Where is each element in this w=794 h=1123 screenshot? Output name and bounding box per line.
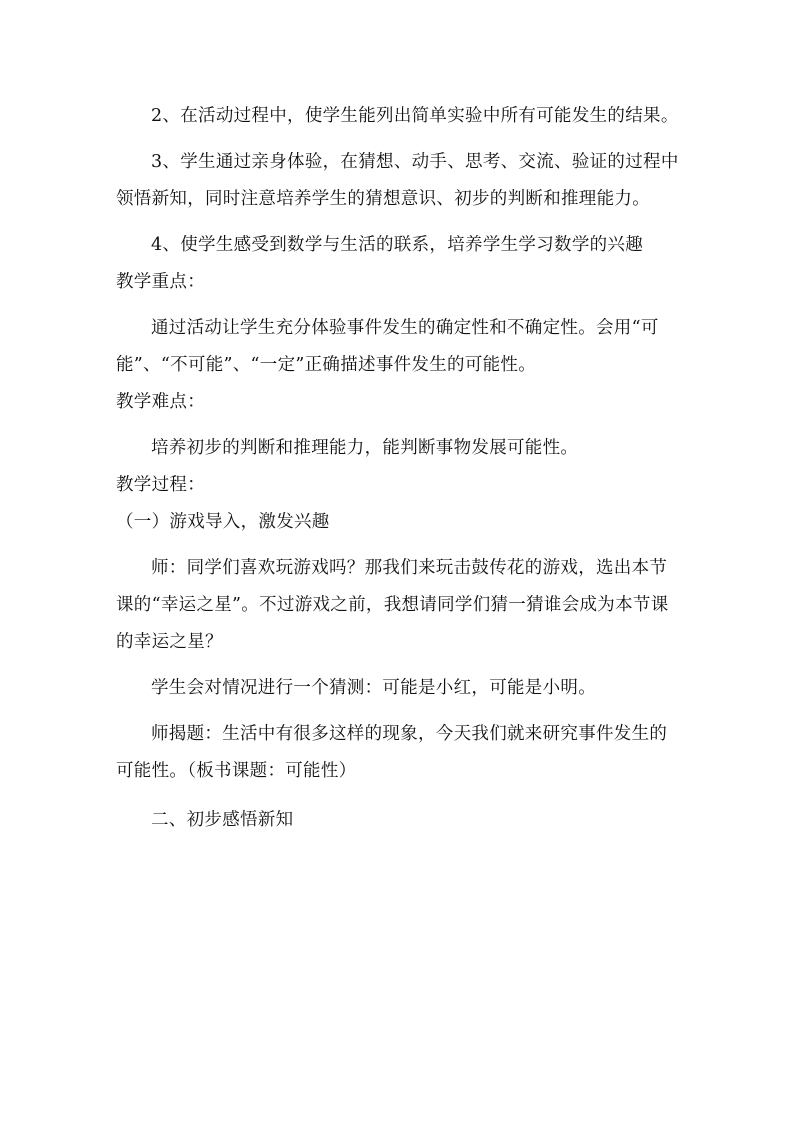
section-game-intro: （一）游戏导入，激发兴趣 — [116, 512, 330, 532]
teacher-topic-text: 师揭题：生活中有很多这样的现象，今天我们就来研究事件发生的可能性。（板书课题：可能性） — [116, 724, 668, 781]
section-initial-perception: 二、初步感悟新知 — [151, 810, 294, 830]
heading-process: 教学过程： — [116, 475, 205, 495]
teacher-game-text: 师：同学们喜欢玩游戏吗？那我们来玩击鼓传花的游戏，选出本节课的“幸运之星”。不过游戏之前，我想请同学们猜一猜谁会成为本节课的幸运之星？ — [116, 558, 669, 652]
document-body — [116, 98, 682, 839]
key-points-text: 通过活动让学生充分体验事件发生的确定性和不确定性。会用“可能”、“不可能”、“一定”正确描述事件发生的可能性。 — [116, 318, 659, 375]
objective-2: 2、在活动过程中，使学生能列出简单实验中所有可能发生的结果。 — [151, 106, 679, 126]
heading-key-points: 教学重点： — [116, 272, 205, 292]
student-guess-text: 学生会对情况进行一个猜测：可能是小红，可能是小明。 — [151, 678, 596, 698]
objective-3: 3、学生通过亲身体验，在猜想、动手、思考、交流、验证的过程中领悟新知，同时注意培养学生的猜想意识、初步的判断和推理能力。 — [116, 152, 679, 209]
objective-4: 4、使学生感受到数学与生活的联系，培养学生学习数学的兴趣 — [151, 235, 644, 255]
heading-difficulties: 教学难点： — [116, 392, 205, 412]
difficulties-text: 培养初步的判断和推理能力，能判断事物发展可能性。 — [151, 438, 579, 458]
